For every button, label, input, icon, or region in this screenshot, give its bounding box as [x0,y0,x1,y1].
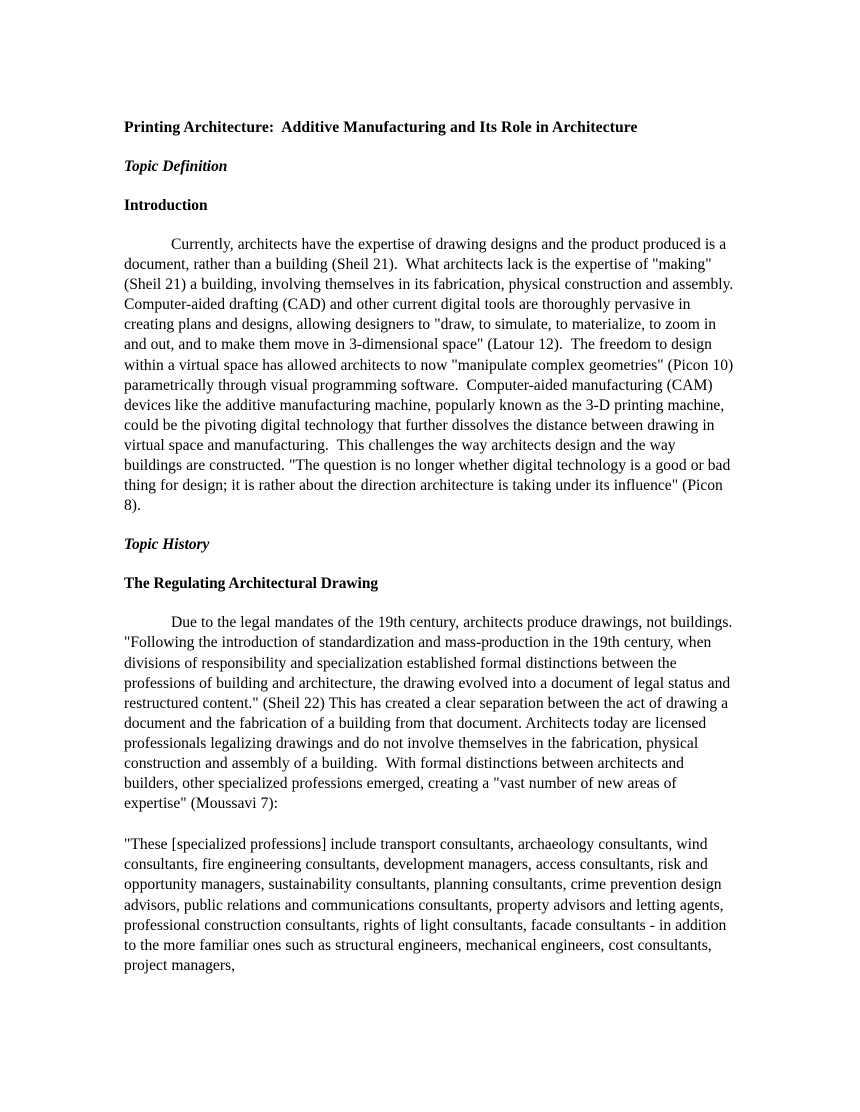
document-content [124,118,742,976]
section-heading-topic-definition: Topic Definition [124,158,228,175]
paragraph-introduction: Currently, architects have the expertise of drawing designs and the product produced is a document, rather than a building (Sheil 21). What architects lack is the expertise of "making" (Sheil 21) a building, involving themselves in its fabrication, physical construction and assembly. Computer-aided drafting (CAD) and other current digital tools are thoroughly pervasive in creating plans and designs, allowing designers to "draw, to simulate, to materialize, to zoom in and out, and to make them move in 3-dimensional space" (Latour 12). The freedom to design within a virtual space has allowed architects to now "manipulate complex geometries" (Picon 10) parametrically through visual programming software. Computer-aided manufacturing (CAM) devices like the additive manufacturing machine, popularly known as the 3-D printing machine, could be the pivoting digital technology that further dissolves the distance between drawing in virtual space and manufacturing. This challenges the way architects design and the way buildings are constructed. "The question is no longer whether digital technology is a good or bad thing for design; it is rather about the direction architecture is taking under its influence" (Picon 8). [124,236,742,515]
block-quote-specialized-professions: "These [specialized professions] include transport consultants, archaeology consultants, wind consultants, fire engineering consultants, development managers, access consultants, risk and opportunity managers, sustainability consultants, planning consultants, crime prevention design advisors, public relations and communications consultants, property advisors and letting agents, professional construction consultants, rights of light consultants, facade consultants - in addition to the more familiar ones such as structural engineers, mechanical engineers, cost consultants, project managers, [124,836,731,974]
section-heading-topic-history: Topic History [124,536,210,554]
subsection-heading-introduction: Introduction [124,197,208,214]
page-title: Printing Architecture: Additive Manufacturing and Its Role in Architecture [124,119,638,136]
paragraph-regulating-drawing: Due to the legal mandates of the 19th century, architects produce drawings, not buildings. "Following the introduction of standardization and mass-production in the 19th century, when divisions of responsibility and specialization established formal distinctions between the professions of building and architecture, the drawing evolved into a document of legal status and restructured content." (Sheil 22) This has created a clear separation between the act of drawing a document and the fabrication of a building from that document. Architects today are licensed professionals legalizing drawings and do not involve themselves in the fabrication, physical construction and assembly of a building. With formal distinctions between architects and builders, other specialized professions emerged, creating a "vast number of new areas of expertise" (Moussavi 7): [124,614,741,813]
subsection-heading-regulating-architectural-drawing: The Regulating Architectural Drawing [124,575,379,593]
